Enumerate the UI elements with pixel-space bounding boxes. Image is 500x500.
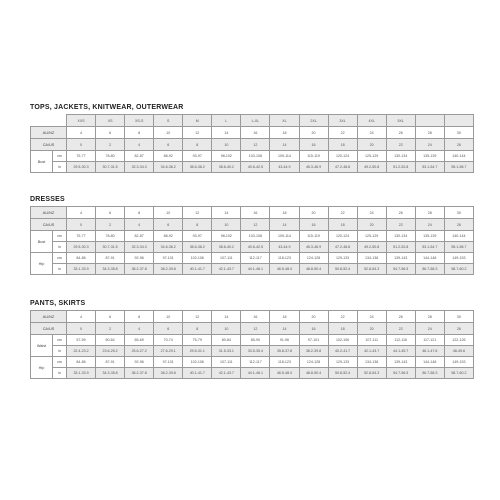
- au-nz-label: AU/NZ: [31, 207, 67, 219]
- au-nz-value: 24: [357, 207, 386, 219]
- ca-us-value: 0: [67, 323, 96, 335]
- size-label: XS-S: [125, 115, 154, 127]
- measure-value: 36.6-38.2: [183, 242, 212, 253]
- measure-value: 32.3-34.3: [125, 242, 154, 253]
- size-label: 4XL: [357, 115, 386, 127]
- ca-us-value: 18: [328, 323, 357, 335]
- measure-value: 70-74: [154, 335, 183, 346]
- ca-us-value: 8: [183, 219, 212, 231]
- measure-value: 55.1-56.7: [444, 242, 473, 253]
- measure-value: 40.1-41.7: [183, 264, 212, 275]
- ca-us-value: 16: [299, 139, 328, 151]
- unit-label: cm: [53, 253, 67, 264]
- measure-value: 107-111: [212, 357, 241, 368]
- section-title: PANTS, SKIRTS: [30, 300, 86, 307]
- measure-value: 36.6-38.2: [183, 162, 212, 173]
- ca-us-value: 14: [270, 139, 299, 151]
- au-nz-value: 26: [386, 207, 415, 219]
- size-label: [444, 115, 473, 127]
- measure-value: 52.8-54.3: [357, 368, 386, 379]
- measure-value: 88-92: [154, 231, 183, 242]
- measure-value: 55.1-56.7: [444, 162, 473, 173]
- measure-value: 48.8-50.4: [299, 264, 328, 275]
- unit-label: in: [53, 242, 67, 253]
- au-nz-value: 4: [67, 207, 96, 219]
- au-nz-value: 26: [386, 127, 415, 139]
- measure-value: 75-77: [67, 151, 96, 162]
- measure-value: 149-153: [444, 253, 473, 264]
- measure-value: 92-96: [125, 253, 154, 264]
- au-nz-row: [31, 127, 474, 139]
- measure-value: 58.7-60.2: [444, 368, 473, 379]
- measure-label: Hip: [31, 253, 53, 275]
- ca-us-row: [31, 139, 474, 151]
- measure-value: 29.5-30.3: [67, 242, 96, 253]
- ca-us-value: 20: [357, 323, 386, 335]
- measure-value: 130-134: [386, 231, 415, 242]
- measure-value: 102-106: [183, 357, 212, 368]
- measure-value: 58.7-60.2: [444, 264, 473, 275]
- unit-label: cm: [53, 231, 67, 242]
- au-nz-value: 28: [415, 311, 444, 323]
- measure-value: 149-153: [444, 357, 473, 368]
- au-nz-value: 30: [444, 127, 473, 139]
- size-label: M: [183, 115, 212, 127]
- measure-value: 92-96: [125, 357, 154, 368]
- measure-value: 34.6-36.2: [154, 162, 183, 173]
- ca-us-value: 6: [154, 139, 183, 151]
- measure-value: 42.1-43.7: [357, 346, 386, 357]
- measure-value: 35.8-37.8: [270, 346, 299, 357]
- measure-value: 115-119: [299, 151, 328, 162]
- measure-value: 49.2-50.8: [357, 242, 386, 253]
- size-label: [415, 115, 444, 127]
- au-nz-value: 8: [125, 311, 154, 323]
- ca-us-row: [31, 219, 474, 231]
- size-table: [30, 310, 474, 379]
- measure-row-in: [31, 162, 474, 173]
- ca-us-label: CA/US: [31, 219, 67, 231]
- au-nz-value: 20: [299, 311, 328, 323]
- au-nz-row: [31, 207, 474, 219]
- measure-value: 27.6-29.1: [154, 346, 183, 357]
- ca-us-value: 22: [386, 323, 415, 335]
- au-nz-value: 8: [125, 127, 154, 139]
- measure-value: 45.3-46.9: [299, 242, 328, 253]
- measure-value: 120-124: [328, 151, 357, 162]
- ca-us-value: 16: [299, 323, 328, 335]
- au-nz-value: 12: [183, 207, 212, 219]
- measure-value: 47.2-48.8: [328, 242, 357, 253]
- au-nz-value: 22: [328, 127, 357, 139]
- au-nz-label: AU/NZ: [31, 311, 67, 323]
- measure-value: 135-139: [415, 231, 444, 242]
- ca-us-value: 8: [183, 323, 212, 335]
- au-nz-value: 28: [415, 127, 444, 139]
- measure-value: 130-134: [386, 151, 415, 162]
- size-label: 5XL: [386, 115, 415, 127]
- au-nz-value: 22: [328, 207, 357, 219]
- ca-us-value: 24: [415, 139, 444, 151]
- measure-value: 112-116: [386, 335, 415, 346]
- unit-label: cm: [53, 357, 67, 368]
- measure-label: Bust: [31, 231, 53, 253]
- measure-value: 44.1-45.7: [386, 346, 415, 357]
- measure-value: 46.5-48.4: [270, 368, 299, 379]
- au-nz-value: 14: [212, 311, 241, 323]
- measure-value: 129-133: [328, 253, 357, 264]
- unit-label: cm: [53, 335, 67, 346]
- au-nz-value: 28: [415, 207, 444, 219]
- au-nz-value: 8: [125, 207, 154, 219]
- ca-us-value: 18: [328, 219, 357, 231]
- measure-value: 82-87: [125, 231, 154, 242]
- measure-value: 42.1-43.7: [212, 264, 241, 275]
- measure-label: Hip: [31, 357, 53, 379]
- unit-label: in: [53, 162, 67, 173]
- au-nz-value: 16: [241, 311, 270, 323]
- au-nz-value: 6: [96, 311, 125, 323]
- measure-value: 112-117: [241, 357, 270, 368]
- measure-value: 49.2-50.8: [357, 162, 386, 173]
- au-nz-value: 10: [154, 127, 183, 139]
- measure-value: 65-69: [125, 335, 154, 346]
- ca-us-value: 14: [270, 219, 299, 231]
- measure-value: 80-84: [212, 335, 241, 346]
- measure-value: 34.3-35.8: [96, 368, 125, 379]
- measure-value: 33.5-35.4: [241, 346, 270, 357]
- au-nz-value: 6: [96, 127, 125, 139]
- measure-value: 36.2-37.8: [125, 368, 154, 379]
- measure-value: 87-91: [96, 253, 125, 264]
- measure-row-cm: [31, 253, 474, 264]
- measure-value: 54.7-56.3: [386, 368, 415, 379]
- blank-cell: [31, 115, 67, 127]
- measure-value: 52.8-54.3: [357, 264, 386, 275]
- measure-value: 29.5-30.3: [67, 162, 96, 173]
- measure-value: 120-124: [328, 231, 357, 242]
- measure-value: 46.5-48.4: [270, 264, 299, 275]
- measure-value: 50.8-52.4: [328, 368, 357, 379]
- measure-label: Bust: [31, 151, 53, 173]
- measure-value: 107-111: [212, 253, 241, 264]
- measure-value: 140-144: [444, 151, 473, 162]
- ca-us-value: 10: [212, 323, 241, 335]
- measure-value: 40.6-42.5: [241, 242, 270, 253]
- ca-us-value: 26: [444, 219, 473, 231]
- measure-value: 29.5-31.1: [183, 346, 212, 357]
- measure-value: 129-133: [328, 357, 357, 368]
- measure-value: 38.2-39.8: [154, 264, 183, 275]
- measure-value: 117-121: [415, 335, 444, 346]
- measure-value: 34.6-36.2: [154, 242, 183, 253]
- measure-value: 144-148: [415, 357, 444, 368]
- ca-us-value: 0: [67, 219, 96, 231]
- tops-section: [30, 104, 474, 173]
- measure-value: 36.2-37.8: [125, 264, 154, 275]
- section-title: TOPS, JACKETS, KNITWEAR, OUTERWEAR: [30, 104, 184, 111]
- size-table: [30, 206, 474, 275]
- ca-us-value: 4: [125, 219, 154, 231]
- measure-value: 42.1-43.7: [212, 368, 241, 379]
- measure-value: 82-87: [125, 151, 154, 162]
- au-nz-value: 12: [183, 127, 212, 139]
- measure-value: 84-86: [67, 253, 96, 264]
- measure-value: 56.7-58.3: [415, 368, 444, 379]
- unit-label: in: [53, 368, 67, 379]
- measure-value: 85-90: [241, 335, 270, 346]
- measure-value: 31.5-33.1: [212, 346, 241, 357]
- measure-value: 51.2-52.8: [386, 162, 415, 173]
- measure-value: 56.7-58.3: [415, 264, 444, 275]
- ca-us-value: 22: [386, 139, 415, 151]
- measure-value: 25.6-27.2: [125, 346, 154, 357]
- ca-us-value: 16: [299, 219, 328, 231]
- measure-value: 38.2-39.8: [154, 368, 183, 379]
- section-title: DRESSES: [30, 196, 65, 203]
- size-table: [30, 114, 474, 173]
- au-nz-value: 14: [212, 207, 241, 219]
- ca-us-value: 2: [96, 323, 125, 335]
- measure-value: 97-101: [154, 253, 183, 264]
- ca-us-value: 6: [154, 219, 183, 231]
- ca-us-label: CA/US: [31, 139, 67, 151]
- au-nz-value: 18: [270, 207, 299, 219]
- measure-value: 122-126: [444, 335, 473, 346]
- measure-value: 43-44.9: [270, 162, 299, 173]
- ca-us-value: 24: [415, 323, 444, 335]
- au-nz-value: 18: [270, 127, 299, 139]
- au-nz-value: 16: [241, 127, 270, 139]
- measure-value: 38.6-40.2: [212, 162, 241, 173]
- ca-us-value: 12: [241, 139, 270, 151]
- measure-value: 32.3-34.3: [125, 162, 154, 173]
- measure-value: 124-128: [299, 253, 328, 264]
- measure-value: 53.1-54.7: [415, 162, 444, 173]
- measure-value: 44.1-46.1: [241, 264, 270, 275]
- measure-value: 40.1-41.7: [183, 368, 212, 379]
- measure-value: 38.6-40.2: [212, 242, 241, 253]
- measure-label: Waist: [31, 335, 53, 357]
- measure-value: 46.1-47.6: [415, 346, 444, 357]
- ca-us-value: 4: [125, 323, 154, 335]
- measure-value: 88-92: [154, 151, 183, 162]
- au-nz-label: AU/NZ: [31, 127, 67, 139]
- measure-value: 139-143: [386, 357, 415, 368]
- au-nz-value: 18: [270, 311, 299, 323]
- size-label: XXS: [67, 115, 96, 127]
- au-nz-value: 16: [241, 207, 270, 219]
- size-label: XL: [270, 115, 299, 127]
- measure-value: 115-119: [299, 231, 328, 242]
- measure-value: 30.7-31.5: [96, 242, 125, 253]
- size-row: [31, 115, 474, 127]
- ca-us-value: 0: [67, 139, 96, 151]
- dresses-section: [30, 196, 474, 275]
- measure-value: 140-144: [444, 231, 473, 242]
- measure-value: 43-44.9: [270, 242, 299, 253]
- ca-us-value: 12: [241, 323, 270, 335]
- ca-us-value: 14: [270, 323, 299, 335]
- ca-us-row: [31, 323, 474, 335]
- measure-value: 75-77: [67, 231, 96, 242]
- measure-value: 102-106: [328, 335, 357, 346]
- measure-value: 109-114: [270, 151, 299, 162]
- size-label: S: [154, 115, 183, 127]
- measure-row-in: [31, 242, 474, 253]
- measure-value: 98-102: [212, 151, 241, 162]
- measure-row-cm: [31, 357, 474, 368]
- measure-value: 139-143: [386, 253, 415, 264]
- measure-value: 78-80: [96, 231, 125, 242]
- au-nz-value: 4: [67, 311, 96, 323]
- measure-value: 91-96: [270, 335, 299, 346]
- pants-section: [30, 300, 474, 379]
- measure-value: 60-64: [96, 335, 125, 346]
- measure-value: 75-79: [183, 335, 212, 346]
- measure-value: 98-102: [212, 231, 241, 242]
- au-nz-value: 30: [444, 207, 473, 219]
- measure-value: 45.3-46.9: [299, 162, 328, 173]
- au-nz-row: [31, 311, 474, 323]
- measure-value: 33.1-33.9: [67, 368, 96, 379]
- ca-us-value: 24: [415, 219, 444, 231]
- ca-us-label: CA/US: [31, 323, 67, 335]
- measure-value: 57-59: [67, 335, 96, 346]
- measure-value: 84-86: [67, 357, 96, 368]
- ca-us-value: 20: [357, 219, 386, 231]
- measure-value: 135-139: [415, 151, 444, 162]
- au-nz-value: 30: [444, 311, 473, 323]
- measure-value: 30.7-31.5: [96, 162, 125, 173]
- size-label: 2XL: [299, 115, 328, 127]
- measure-value: 118-123: [270, 357, 299, 368]
- ca-us-value: 12: [241, 219, 270, 231]
- measure-value: 102-106: [183, 253, 212, 264]
- ca-us-value: 10: [212, 219, 241, 231]
- au-nz-value: 22: [328, 311, 357, 323]
- au-nz-value: 24: [357, 311, 386, 323]
- measure-value: 97-101: [299, 335, 328, 346]
- size-label: L: [212, 115, 241, 127]
- measure-value: 125-129: [357, 151, 386, 162]
- size-label: 3XL: [328, 115, 357, 127]
- au-nz-value: 20: [299, 127, 328, 139]
- measure-value: 93-97: [183, 151, 212, 162]
- measure-value: 103-108: [241, 231, 270, 242]
- ca-us-value: 22: [386, 219, 415, 231]
- measure-value: 144-148: [415, 253, 444, 264]
- au-nz-value: 4: [67, 127, 96, 139]
- measure-row-cm: [31, 231, 474, 242]
- ca-us-value: 18: [328, 139, 357, 151]
- measure-value: 47.2-48.8: [328, 162, 357, 173]
- measure-value: 125-129: [357, 231, 386, 242]
- ca-us-value: 2: [96, 139, 125, 151]
- measure-value: 44.1-46.1: [241, 368, 270, 379]
- ca-us-value: 8: [183, 139, 212, 151]
- ca-us-value: 2: [96, 219, 125, 231]
- measure-value: 118-123: [270, 253, 299, 264]
- unit-label: cm: [53, 151, 67, 162]
- unit-label: in: [53, 346, 67, 357]
- measure-value: 40.6-42.5: [241, 162, 270, 173]
- measure-value: 48-49.6: [444, 346, 473, 357]
- measure-row-cm: [31, 151, 474, 162]
- ca-us-value: 6: [154, 323, 183, 335]
- au-nz-value: 6: [96, 207, 125, 219]
- measure-value: 103-108: [241, 151, 270, 162]
- measure-value: 51.2-52.8: [386, 242, 415, 253]
- measure-value: 97-101: [154, 357, 183, 368]
- measure-value: 109-114: [270, 231, 299, 242]
- au-nz-value: 26: [386, 311, 415, 323]
- ca-us-value: 26: [444, 139, 473, 151]
- measure-value: 124-128: [299, 357, 328, 368]
- measure-value: 93-97: [183, 231, 212, 242]
- ca-us-value: 26: [444, 323, 473, 335]
- measure-row-in: [31, 346, 474, 357]
- ca-us-value: 4: [125, 139, 154, 151]
- measure-row-in: [31, 368, 474, 379]
- measure-value: 134-138: [357, 253, 386, 264]
- measure-value: 40.2-41.7: [328, 346, 357, 357]
- measure-row-in: [31, 264, 474, 275]
- measure-value: 87-91: [96, 357, 125, 368]
- measure-value: 78-80: [96, 151, 125, 162]
- measure-value: 50.8-52.4: [328, 264, 357, 275]
- measure-value: 112-117: [241, 253, 270, 264]
- measure-value: 38.2-39.8: [299, 346, 328, 357]
- measure-value: 23.6-25.2: [96, 346, 125, 357]
- au-nz-value: 20: [299, 207, 328, 219]
- unit-label: in: [53, 264, 67, 275]
- measure-value: 48.8-50.4: [299, 368, 328, 379]
- measure-value: 54.7-56.3: [386, 264, 415, 275]
- measure-value: 22.4-23.2: [67, 346, 96, 357]
- size-label: L-XL: [241, 115, 270, 127]
- measure-value: 107-111: [357, 335, 386, 346]
- measure-value: 33.1-33.9: [67, 264, 96, 275]
- measure-value: 34.3-35.8: [96, 264, 125, 275]
- au-nz-value: 10: [154, 311, 183, 323]
- measure-value: 53.1-54.7: [415, 242, 444, 253]
- measure-row-cm: [31, 335, 474, 346]
- size-label: XS: [96, 115, 125, 127]
- ca-us-value: 20: [357, 139, 386, 151]
- measure-value: 134-138: [357, 357, 386, 368]
- ca-us-value: 10: [212, 139, 241, 151]
- au-nz-value: 24: [357, 127, 386, 139]
- au-nz-value: 10: [154, 207, 183, 219]
- au-nz-value: 12: [183, 311, 212, 323]
- au-nz-value: 14: [212, 127, 241, 139]
